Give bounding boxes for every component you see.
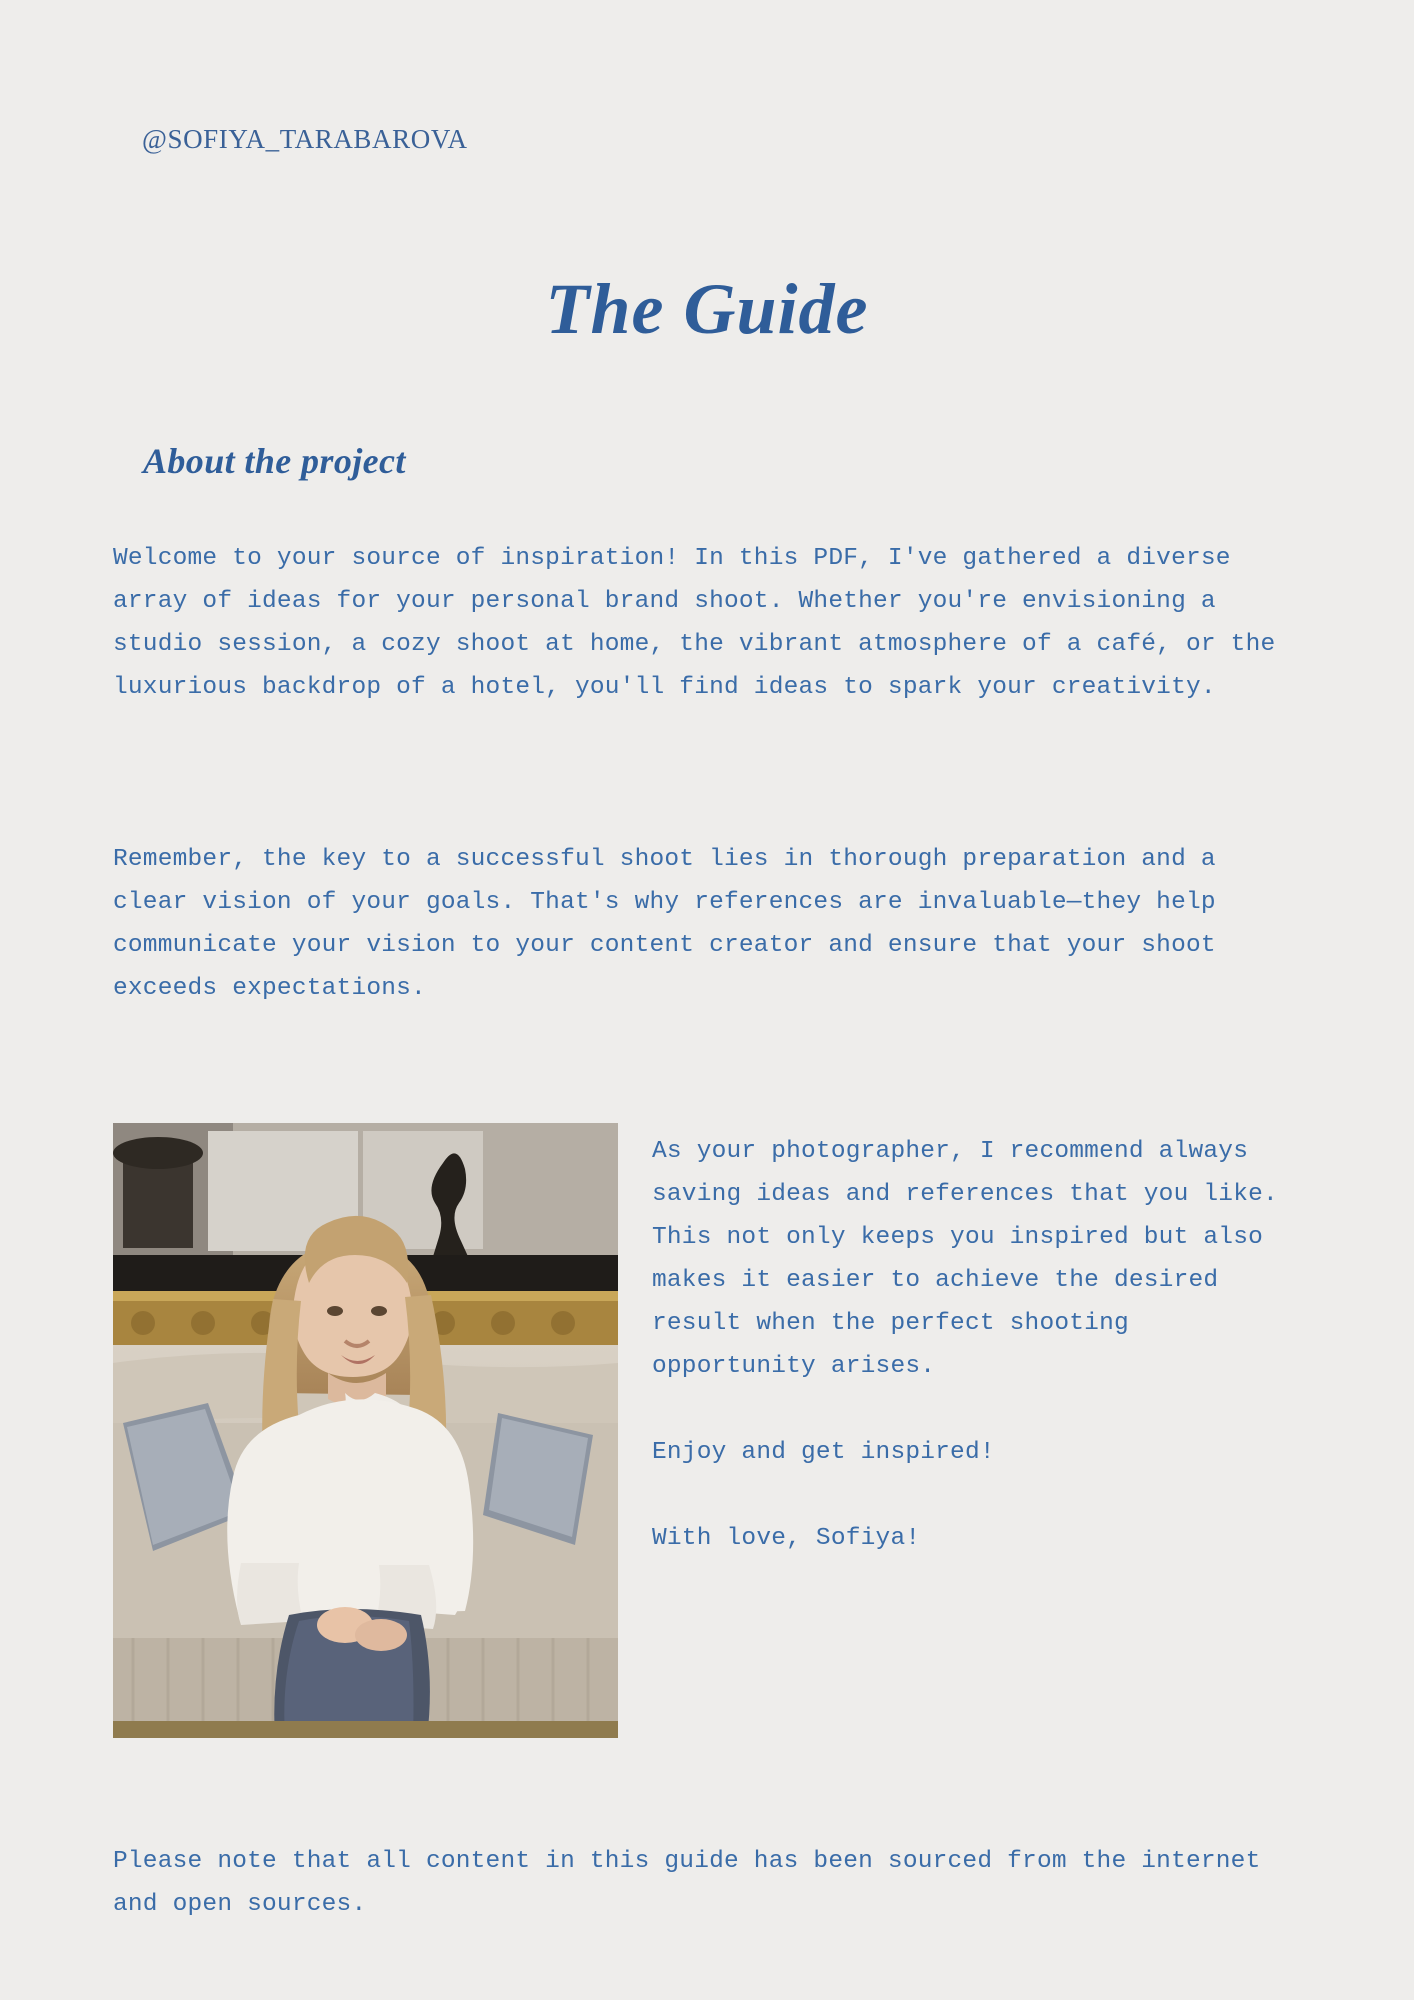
portrait-photo [113, 1123, 618, 1738]
page-title: The Guide [545, 269, 869, 349]
intro-paragraph: Welcome to your source of inspiration! In this PDF, I've gathered a diverse array of ideas for your personal brand shoot. Whether you're envisioning a studio session, a cozy shoot at home, the vibrant atmosphere of a café, or the luxurious backdrop of a hotel, you'll find ideas to spark your creativity. [113, 545, 1291, 701]
section-heading: About the project [143, 441, 406, 481]
enjoy-line: Enjoy and get inspired! [652, 1439, 995, 1466]
author-handle: @SOFIYA_TARABAROVA [142, 124, 468, 154]
portrait-photo-illustration [113, 1123, 618, 1738]
signature-line: With love, Sofiya! [652, 1525, 921, 1552]
preparation-paragraph: Remember, the key to a successful shoot lies in thorough preparation and a clear vision of your goals. That's why references are invaluable—they help communicate your vision to your content creator and ensure that your shoot exceeds expectations. [113, 846, 1231, 1002]
photographer-advice-paragraph: As your photographer, I recommend always saving ideas and references that you like. This not only keeps you inspired but also makes it easier to achieve the desired result when the perfect shooting opportunity arises. [652, 1138, 1293, 1380]
footnote-text: Please note that all content in this guide has been sourced from the internet and open sources. [113, 1848, 1276, 1918]
right-text-column [652, 1130, 1292, 1560]
